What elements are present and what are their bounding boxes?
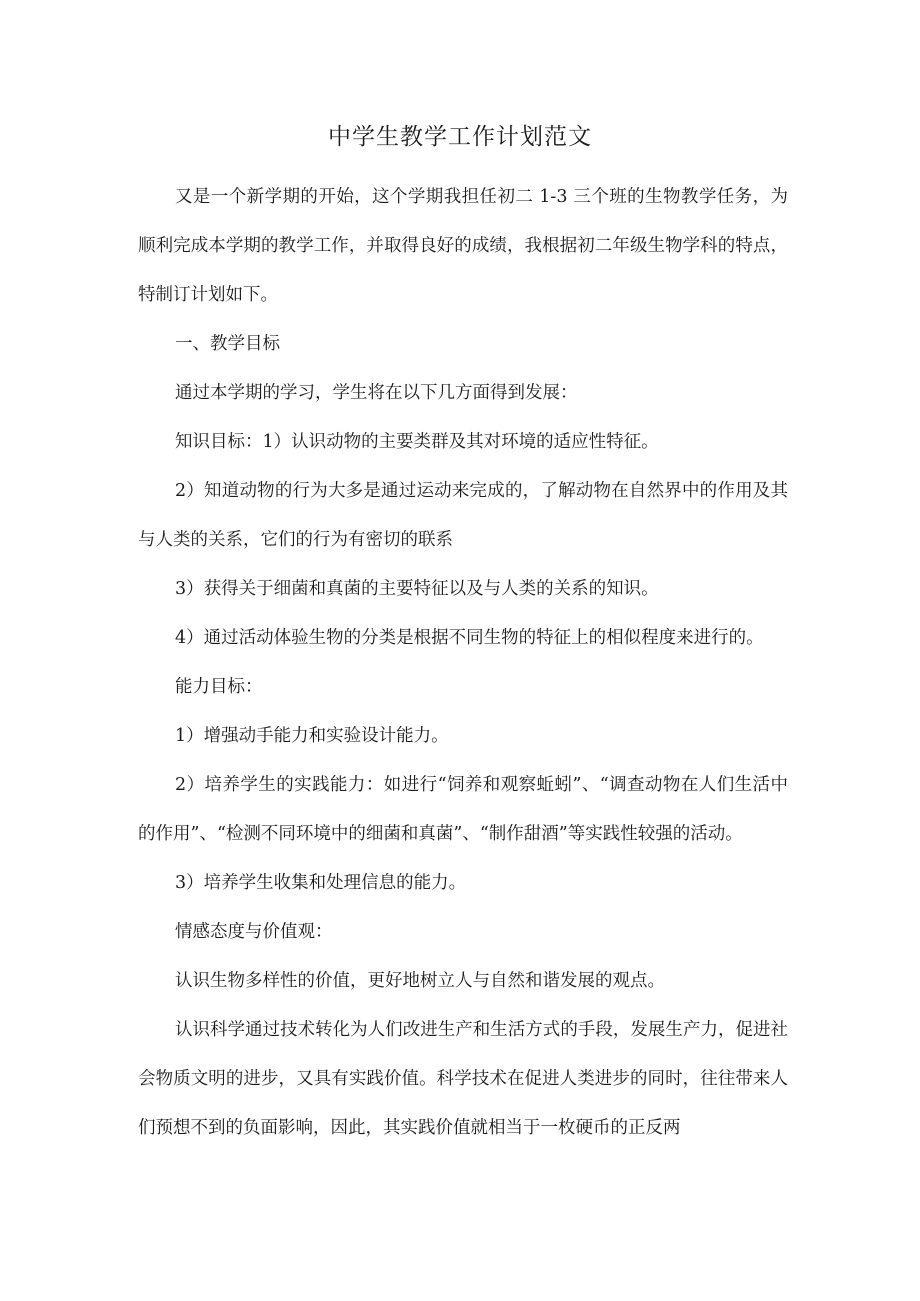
knowledge-goal-3: 3）获得关于细菌和真菌的主要特征以及与人类的关系的知识。 [175,579,659,599]
values-paragraph-1: 认识生物多样性的价值，更好地树立人与自然和谐发展的观点。 [175,971,665,991]
paragraph-goals-intro: 通过本学期的学习，学生将在以下几方面得到发展： [175,383,578,403]
ability-goal-2: 2）培养学生的实践能力：如进行“饲养和观察蚯蚓”、“调查动物在人们生活中的作用”、“检测不同环境中的细菌和真菌”、“制作甜酒”等实践性较强的活动。 [138,775,788,844]
paragraph-intro: 又是一个新学期的开始，这个学期我担任初二 1-3 三个班的生物教学任务，为顺利完成本学期的教学工作，并取得良好的成绩，我根据初二年级生物学科的特点，特制订计划如下。 [138,187,788,305]
values-heading: 情感态度与价值观： [175,922,333,942]
knowledge-goal-4: 4）通过活动体验生物的分类是根据不同生物的特征上的相似程度来进行的。 [175,628,764,648]
values-paragraph-2: 认识科学通过技术转化为人们改进生产和生活方式的手段，发展生产力，促进社会物质文明的进步，又具有实践价值。科学技术在促进人类进步的同时，往往带来人们预想不到的负面影响，因此，其实践价值就相当于一枚硬币的正反两 [138,1020,788,1138]
ability-goal-1: 1）增强动手能力和实验设计能力。 [175,726,449,746]
section-heading-teaching-goals: 一、教学目标 [175,334,280,354]
knowledge-goal-2: 2）知道动物的行为大多是通过运动来完成的，了解动物在自然界中的作用及其与人类的关系，它们的行为有密切的联系 [138,481,788,550]
ability-goal-3: 3）培养学生收集和处理信息的能力。 [175,873,467,893]
document-title: 中学生教学工作计划范文 [328,124,592,150]
document-body [138,173,788,1153]
knowledge-goal-1: 知识目标：1）认识动物的主要类群及其对环境的适应性特征。 [175,432,659,452]
ability-goals-heading: 能力目标： [175,677,263,697]
